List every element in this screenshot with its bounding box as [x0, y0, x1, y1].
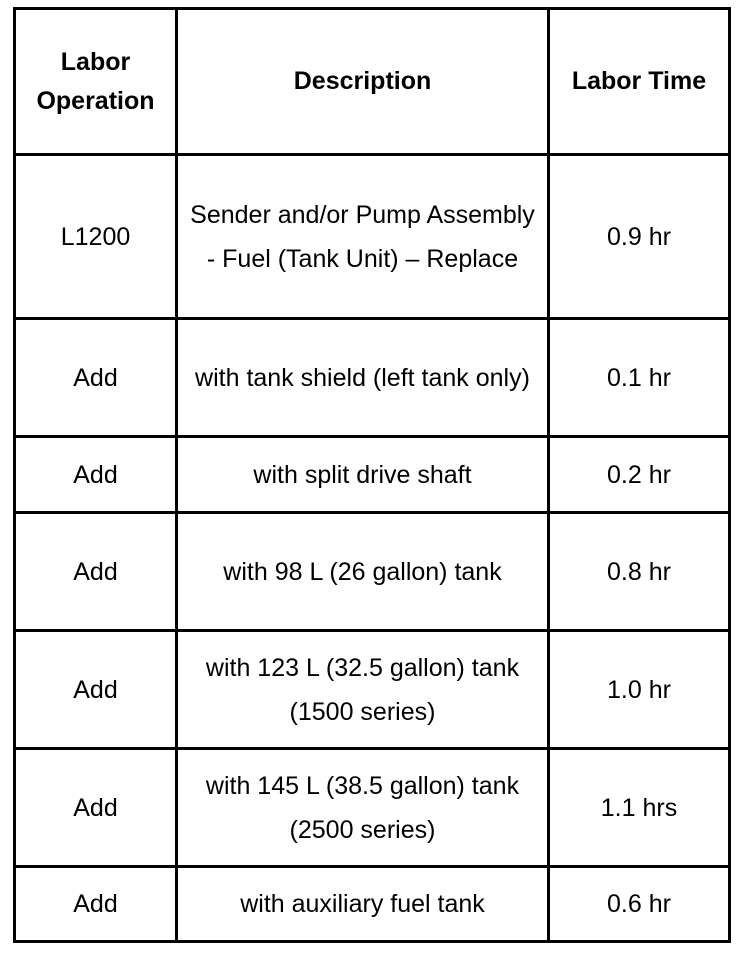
labor-operation-cell: Add [15, 867, 177, 942]
table-row [15, 631, 730, 749]
labor-time-cell: 1.0 hr [549, 631, 730, 749]
labor-time-cell: 0.2 hr [549, 437, 730, 513]
header-description: Description [177, 9, 549, 155]
description-cell: with auxiliary fuel tank [177, 867, 549, 942]
header-row [15, 9, 730, 155]
table-row [15, 513, 730, 631]
description-cell: with split drive shaft [177, 437, 549, 513]
table-row [15, 749, 730, 867]
labor-time-cell: 1.1 hrs [549, 749, 730, 867]
table-row [15, 155, 730, 319]
labor-operation-cell: Add [15, 437, 177, 513]
labor-operation-cell: Add [15, 631, 177, 749]
description-cell: with tank shield (left tank only) [177, 319, 549, 437]
labor-operation-cell: Add [15, 319, 177, 437]
labor-operation-cell: Add [15, 513, 177, 631]
header-labor-time: Labor Time [549, 9, 730, 155]
description-cell: with 145 L (38.5 gallon) tank (2500 series) [177, 749, 549, 867]
labor-operation-cell: Add [15, 749, 177, 867]
labor-time-cell: 0.6 hr [549, 867, 730, 942]
labor-time-cell: 0.9 hr [549, 155, 730, 319]
description-cell: with 123 L (32.5 gallon) tank (1500 series) [177, 631, 549, 749]
table-row [15, 437, 730, 513]
labor-time-cell: 0.8 hr [549, 513, 730, 631]
labor-time-table [13, 7, 731, 943]
table-row [15, 319, 730, 437]
labor-time-cell: 0.1 hr [549, 319, 730, 437]
header-labor-operation: Labor Operation [15, 9, 177, 155]
description-cell: Sender and/or Pump Assembly - Fuel (Tank Unit) – Replace [177, 155, 549, 319]
labor-operation-cell: L1200 [15, 155, 177, 319]
table-row [15, 867, 730, 942]
description-cell: with 98 L (26 gallon) tank [177, 513, 549, 631]
